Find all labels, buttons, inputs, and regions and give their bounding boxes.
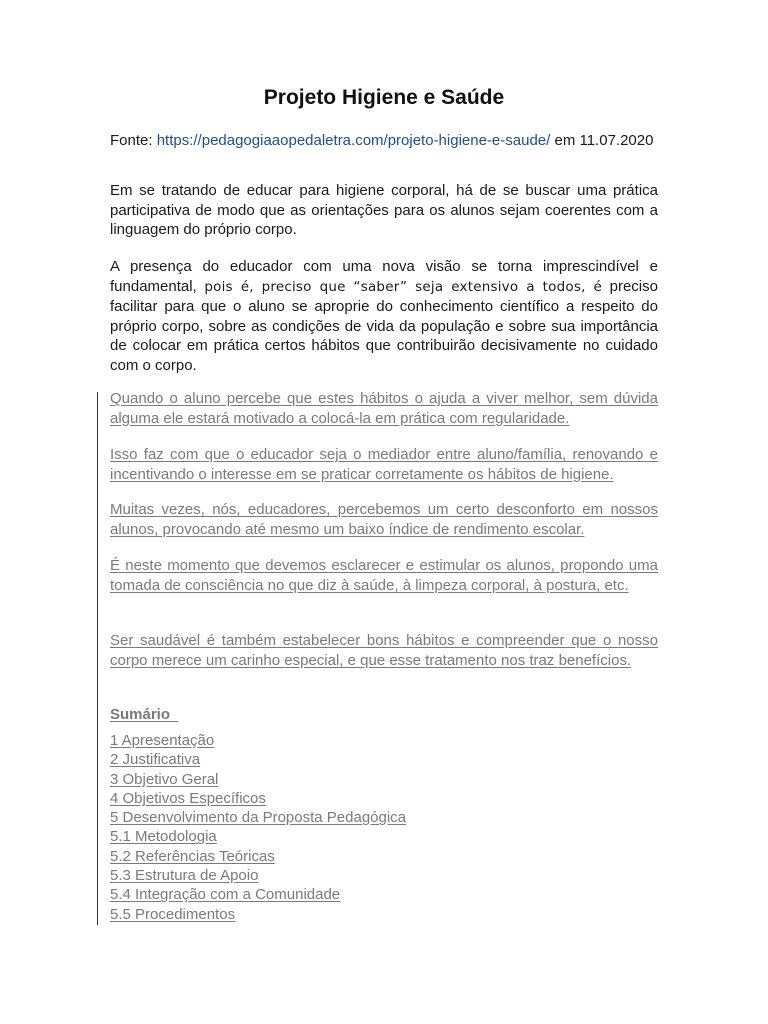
quoted-paragraph: Ser saudável é também estabelecer bons hábitos e compreender que o nosso corpo merece um carinho especial, e que esse tratamento nos traz benefícios.	[110, 632, 658, 669]
paragraph-intro: Em se tratando de educar para higiene corporal, há de se buscar uma prática participativa de modo que as orientações para os alunos sejam coerentes com a linguagem do próprio corpo.	[110, 182, 658, 238]
paragraph-educator-part1: A presença do educador com uma nova visão se torna imprescindível e fundamental,	[110, 258, 658, 295]
quoted-paragraph: É neste momento que devemos esclarecer e estimular os alunos, propondo uma tomada de consciência no que diz à saúde, à limpeza corporal, à postura, etc.	[110, 557, 658, 594]
toc-item[interactable]: 5.2 Referências Teóricas	[110, 847, 275, 865]
quoted-paragraph: Muitas vezes, nós, educadores, percebemos um certo desconforto em nossos alunos, provocando até mesmo um baixo índice de rendimento escolar.	[110, 501, 658, 538]
source-url-link[interactable]: https://pedagogiaaopedaletra.com/projeto-higiene-e-saude/	[156, 132, 551, 149]
paragraph-educator-part2: pois é, preciso que “saber” seja extensivo a todos, é	[204, 278, 603, 295]
quoted-paragraph: Quando o aluno percebe que estes hábitos o ajuda a viver melhor, sem dúvida alguma ele estará motivado a colocá-la em prática com regularidade.	[110, 390, 658, 427]
paragraph-educator-part3: preciso facilitar para que o aluno se aproprie do conhecimento científico a respeito do próprio corpo, sobre as condições de vida da população e sobre sua importância de colocar em prática certos hábitos que contribuirão decisivamente no cuidado com o corpo.	[110, 277, 658, 374]
source-line	[110, 131, 658, 151]
toc-item[interactable]: 4 Objetivos Específicos	[110, 789, 266, 807]
summary-heading: Sumário	[110, 706, 179, 723]
toc-item[interactable]: 5.4 Integração com a Comunidade	[110, 886, 341, 904]
toc-item[interactable]: 5.1 Metodologia	[110, 828, 217, 846]
toc-item[interactable]: 2 Justificativa	[110, 751, 201, 769]
paragraph-educator	[110, 257, 658, 375]
source-prefix: Fonte:	[110, 132, 157, 149]
source-date: em 11.07.2020	[550, 132, 654, 149]
toc-item[interactable]: 5.5 Procedimentos	[110, 905, 236, 923]
toc-item[interactable]: 5 Desenvolvimento da Proposta Pedagógica	[110, 809, 407, 827]
quoted-paragraph: Isso faz com que o educador seja o mediador entre aluno/família, renovando e incentivando o interesse em se praticar corretamente os hábitos de higiene.	[110, 446, 658, 483]
table-of-contents	[110, 731, 406, 924]
toc-item[interactable]: 3 Objetivo Geral	[110, 770, 219, 788]
toc-item[interactable]: 1 Apresentação	[110, 732, 215, 749]
change-bar	[97, 392, 98, 925]
document-title: Projeto Higiene e Saúde	[263, 86, 505, 109]
toc-item[interactable]: 5.3 Estrutura de Apoio	[110, 867, 259, 885]
